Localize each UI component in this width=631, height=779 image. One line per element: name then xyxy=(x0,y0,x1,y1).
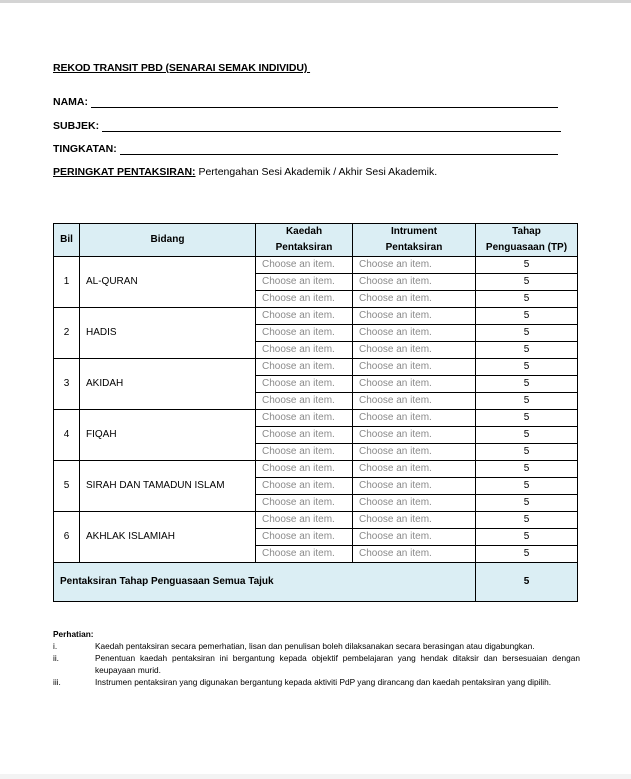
kaedah-dropdown[interactable]: Choose an item. xyxy=(256,393,353,410)
total-label: Pentaksiran Tahap Penguasaan Semua Tajuk xyxy=(54,563,476,602)
tp-cell: 5 xyxy=(476,427,578,444)
bil-cell: 2 xyxy=(54,308,80,359)
note-text: Kaedah pentaksiran secara pemerhatian, lisan dan penulisan boleh dilaksanakan secara berasingan atau digabungkan. xyxy=(95,641,535,651)
notes-section xyxy=(53,628,580,688)
peringkat-pentaksiran xyxy=(53,166,437,178)
instrument-dropdown[interactable]: Choose an item. xyxy=(353,461,476,478)
tp-cell: 5 xyxy=(476,274,578,291)
table-row xyxy=(54,257,578,274)
note-number: i. xyxy=(53,641,58,651)
bil-cell: 3 xyxy=(54,359,80,410)
kaedah-dropdown[interactable]: Choose an item. xyxy=(256,257,353,274)
table-row xyxy=(54,512,578,529)
table-header-row xyxy=(54,224,578,241)
instrument-dropdown[interactable]: Choose an item. xyxy=(353,376,476,393)
kaedah-dropdown[interactable]: Choose an item. xyxy=(256,427,353,444)
kaedah-dropdown[interactable]: Choose an item. xyxy=(256,325,353,342)
bil-cell: 1 xyxy=(54,257,80,308)
note-item xyxy=(53,640,580,652)
tingkatan-label: TINGKATAN: xyxy=(53,143,117,155)
note-item xyxy=(53,676,580,688)
note-number: ii. xyxy=(53,653,59,663)
kaedah-dropdown[interactable]: Choose an item. xyxy=(256,342,353,359)
bidang-cell: AL-QURAN xyxy=(80,257,256,308)
tingkatan-field[interactable] xyxy=(53,143,558,155)
instrument-dropdown[interactable]: Choose an item. xyxy=(353,427,476,444)
header-bil: Bil xyxy=(54,224,80,257)
kaedah-dropdown[interactable]: Choose an item. xyxy=(256,512,353,529)
table-row xyxy=(54,410,578,427)
document-page xyxy=(0,3,631,774)
peringkat-label: PERINGKAT PENTAKSIRAN: xyxy=(53,166,196,178)
tp-cell: 5 xyxy=(476,478,578,495)
tp-cell: 5 xyxy=(476,546,578,563)
note-number: iii. xyxy=(53,677,61,687)
bidang-cell: AKHLAK ISLAMIAH xyxy=(80,512,256,563)
record-table xyxy=(53,223,578,602)
bidang-cell: HADIS xyxy=(80,308,256,359)
instrument-dropdown[interactable]: Choose an item. xyxy=(353,546,476,563)
tp-cell: 5 xyxy=(476,410,578,427)
tp-cell: 5 xyxy=(476,308,578,325)
table-row xyxy=(54,359,578,376)
subjek-input-line[interactable] xyxy=(102,120,561,132)
nama-input-line[interactable] xyxy=(91,96,558,108)
total-tp: 5 xyxy=(476,563,578,602)
kaedah-dropdown[interactable]: Choose an item. xyxy=(256,359,353,376)
kaedah-dropdown[interactable]: Choose an item. xyxy=(256,546,353,563)
tp-cell: 5 xyxy=(476,444,578,461)
kaedah-dropdown[interactable]: Choose an item. xyxy=(256,308,353,325)
bil-cell: 5 xyxy=(54,461,80,512)
tp-cell: 5 xyxy=(476,529,578,546)
instrument-dropdown[interactable]: Choose an item. xyxy=(353,444,476,461)
tingkatan-input-line[interactable] xyxy=(120,143,558,155)
kaedah-dropdown[interactable]: Choose an item. xyxy=(256,478,353,495)
bil-cell: 4 xyxy=(54,410,80,461)
notes-heading: Perhatian: xyxy=(53,629,94,639)
instrument-dropdown[interactable]: Choose an item. xyxy=(353,529,476,546)
kaedah-dropdown[interactable]: Choose an item. xyxy=(256,410,353,427)
instrument-dropdown[interactable]: Choose an item. xyxy=(353,308,476,325)
bidang-cell: SIRAH DAN TAMADUN ISLAM xyxy=(80,461,256,512)
tp-cell: 5 xyxy=(476,512,578,529)
header-bidang: Bidang xyxy=(80,224,256,257)
subjek-label: SUBJEK: xyxy=(53,120,100,132)
header-kaedah-1: Kaedah xyxy=(256,224,353,241)
table-row xyxy=(54,308,578,325)
instrument-dropdown[interactable]: Choose an item. xyxy=(353,274,476,291)
tp-cell: 5 xyxy=(476,291,578,308)
tp-cell: 5 xyxy=(476,325,578,342)
instrument-dropdown[interactable]: Choose an item. xyxy=(353,291,476,308)
instrument-dropdown[interactable]: Choose an item. xyxy=(353,410,476,427)
header-instrument-2: Pentaksiran xyxy=(353,240,476,257)
header-instrument-1: Intrument xyxy=(353,224,476,241)
total-row xyxy=(54,563,578,602)
note-text: Instrumen pentaksiran yang digunakan bergantung kepada aktiviti PdP yang dirancang dan kaedah pentaksiran yang dipilih. xyxy=(95,677,552,687)
note-item xyxy=(53,652,580,676)
instrument-dropdown[interactable]: Choose an item. xyxy=(353,495,476,512)
tp-cell: 5 xyxy=(476,461,578,478)
nama-field[interactable] xyxy=(53,96,558,108)
kaedah-dropdown[interactable]: Choose an item. xyxy=(256,529,353,546)
nama-label: NAMA: xyxy=(53,96,88,108)
kaedah-dropdown[interactable]: Choose an item. xyxy=(256,444,353,461)
bidang-cell: FIQAH xyxy=(80,410,256,461)
kaedah-dropdown[interactable]: Choose an item. xyxy=(256,274,353,291)
instrument-dropdown[interactable]: Choose an item. xyxy=(353,478,476,495)
instrument-dropdown[interactable]: Choose an item. xyxy=(353,512,476,529)
instrument-dropdown[interactable]: Choose an item. xyxy=(353,359,476,376)
header-tahap-2: Penguasaan (TP) xyxy=(476,240,578,257)
tp-cell: 5 xyxy=(476,376,578,393)
tp-cell: 5 xyxy=(476,359,578,376)
tp-cell: 5 xyxy=(476,393,578,410)
tp-cell: 5 xyxy=(476,342,578,359)
tp-cell: 5 xyxy=(476,495,578,512)
note-text: Penentuan kaedah pentaksiran ini bergantung kepada objektif pembelajaran yang hendak ditaksir dan bersesuaian dengan keupayaan murid. xyxy=(95,653,580,675)
bidang-cell: AKIDAH xyxy=(80,359,256,410)
kaedah-dropdown[interactable]: Choose an item. xyxy=(256,461,353,478)
instrument-dropdown[interactable]: Choose an item. xyxy=(353,257,476,274)
tp-cell: 5 xyxy=(476,257,578,274)
instrument-dropdown[interactable]: Choose an item. xyxy=(353,325,476,342)
instrument-dropdown[interactable]: Choose an item. xyxy=(353,393,476,410)
header-tahap-1: Tahap xyxy=(476,224,578,241)
document-title: REKOD TRANSIT PBD (SENARAI SEMAK INDIVIDU) xyxy=(53,62,311,74)
table-row xyxy=(54,461,578,478)
window-bottom-edge xyxy=(0,774,631,779)
kaedah-dropdown[interactable]: Choose an item. xyxy=(256,291,353,308)
subjek-field[interactable] xyxy=(53,120,561,132)
instrument-dropdown[interactable]: Choose an item. xyxy=(353,342,476,359)
kaedah-dropdown[interactable]: Choose an item. xyxy=(256,495,353,512)
header-kaedah-2: Pentaksiran xyxy=(256,240,353,257)
peringkat-value: Pertengahan Sesi Akademik / Akhir Sesi Akademik. xyxy=(195,166,438,178)
kaedah-dropdown[interactable]: Choose an item. xyxy=(256,376,353,393)
bil-cell: 6 xyxy=(54,512,80,563)
